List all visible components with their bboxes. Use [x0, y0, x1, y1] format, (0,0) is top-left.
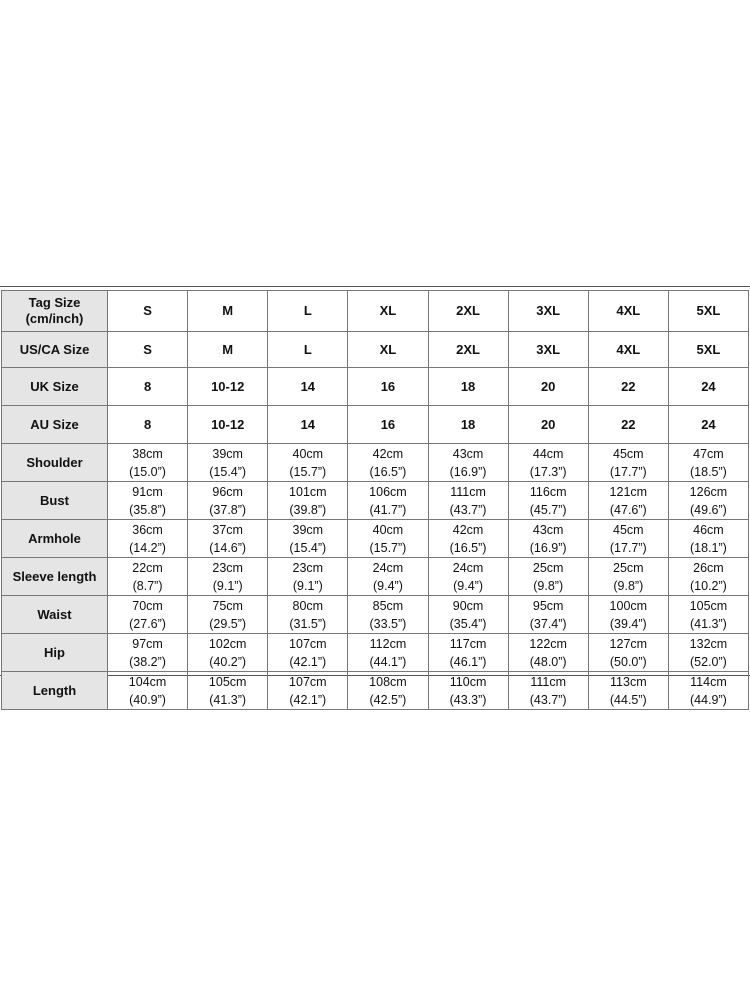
measurement-label: Shoulder — [1, 444, 108, 482]
inch-value: (40.9”) — [129, 692, 166, 707]
measurement-label: Length — [1, 672, 108, 710]
inch-value: (17.7”) — [609, 540, 647, 555]
measurement-cell — [429, 520, 509, 558]
inch-value: (43.3”) — [449, 692, 487, 707]
inch-value: (40.2”) — [209, 654, 247, 669]
size-cell: 2XL — [429, 290, 509, 332]
cm-value: 85cm — [372, 598, 404, 613]
measurement-row — [1, 634, 749, 672]
size-row — [1, 368, 749, 406]
measurement-cell — [108, 444, 188, 482]
size-cell: 2XL — [429, 332, 509, 368]
cm-value: 39cm — [292, 522, 324, 537]
inch-value: (16.9”) — [529, 540, 567, 555]
size-cell: 16 — [348, 368, 428, 406]
size-chart — [0, 286, 750, 707]
measurement-label: Bust — [1, 482, 108, 520]
measurement-cell — [509, 444, 589, 482]
inch-value: (37.4”) — [529, 616, 567, 631]
inch-value: (9.4”) — [453, 578, 483, 593]
inch-value: (14.2”) — [129, 540, 166, 555]
measurement-cell — [669, 482, 749, 520]
row-label-text: UK Size — [30, 378, 79, 394]
measurement-label: Sleeve length — [1, 558, 108, 596]
inch-value: (16.5”) — [449, 540, 487, 555]
measurement-cell — [268, 596, 348, 634]
size-cell: 14 — [268, 406, 348, 444]
inch-value: (43.7”) — [529, 692, 567, 707]
cm-value: 40cm — [372, 522, 404, 537]
row-label-text: AU Size — [30, 416, 79, 432]
size-cell: 8 — [108, 368, 188, 406]
measurement-cell — [589, 520, 669, 558]
measurement-row — [1, 520, 749, 558]
size-cell: 4XL — [589, 332, 669, 368]
measurement-cell — [348, 672, 428, 710]
inch-value: (16.5”) — [369, 464, 407, 479]
measurement-cell — [589, 634, 669, 672]
measurement-cell — [348, 444, 428, 482]
inch-value: (44.5”) — [609, 692, 647, 707]
inch-value: (42.5”) — [369, 692, 407, 707]
row-label — [1, 368, 108, 406]
inch-value: (35.4”) — [449, 616, 487, 631]
measurement-cell — [348, 520, 428, 558]
cm-value: 39cm — [212, 446, 243, 461]
measurement-cell — [108, 596, 188, 634]
measurement-cell — [348, 482, 428, 520]
cm-value: 40cm — [292, 446, 324, 461]
cm-value: 22cm — [132, 560, 163, 575]
inch-value: (10.2”) — [690, 578, 727, 593]
size-cell: 8 — [108, 406, 188, 444]
size-cell: 5XL — [669, 290, 749, 332]
size-cell: L — [268, 332, 348, 368]
measurement-cell — [108, 634, 188, 672]
cm-value: 25cm — [613, 560, 644, 575]
inch-value: (39.4”) — [609, 616, 647, 631]
inch-value: (41.3”) — [209, 692, 247, 707]
inch-value: (42.1”) — [289, 654, 327, 669]
cm-value: 112cm — [369, 636, 407, 651]
measurement-cell — [108, 558, 188, 596]
inch-value: (15.0”) — [129, 464, 166, 479]
inch-value: (14.6”) — [209, 540, 247, 555]
inch-value: (9.1”) — [212, 578, 243, 593]
cm-value: 25cm — [532, 560, 564, 575]
inch-value: (18.5”) — [690, 464, 727, 479]
cm-value: 122cm — [529, 636, 567, 651]
measurement-cell — [188, 444, 268, 482]
cm-value: 102cm — [208, 636, 247, 651]
cm-value: 114cm — [690, 674, 727, 689]
measurement-label: Hip — [1, 634, 108, 672]
inch-value: (16.9”) — [449, 464, 487, 479]
inch-value: (43.7”) — [449, 502, 487, 517]
inch-value: (47.6”) — [609, 502, 647, 517]
inch-value: (41.3”) — [690, 616, 727, 631]
measurement-cell — [268, 444, 348, 482]
row-label — [1, 290, 108, 332]
size-cell: S — [108, 332, 188, 368]
cm-value: 116cm — [529, 484, 567, 499]
size-cell: L — [268, 290, 348, 332]
measurement-cell — [589, 672, 669, 710]
size-cell: 22 — [589, 406, 669, 444]
cm-value: 37cm — [212, 522, 243, 537]
cm-value: 111cm — [530, 674, 567, 689]
measurement-cell — [509, 596, 589, 634]
size-cell: M — [188, 290, 268, 332]
measurement-cell — [348, 596, 428, 634]
inch-value: (37.8”) — [209, 502, 247, 517]
measurement-cell — [429, 634, 509, 672]
cm-value: 23cm — [212, 560, 243, 575]
size-cell: 20 — [509, 368, 589, 406]
measurement-cell — [268, 672, 348, 710]
measurement-cell — [188, 596, 268, 634]
row-label-text: Tag Size — [28, 295, 81, 310]
measurement-cell — [509, 558, 589, 596]
inch-value: (41.7”) — [369, 502, 407, 517]
cm-value: 36cm — [132, 522, 163, 537]
cm-value: 80cm — [292, 598, 324, 613]
size-cell: 3XL — [509, 332, 589, 368]
measurement-cell — [429, 596, 509, 634]
inch-value: (18.1”) — [690, 540, 727, 555]
cm-value: 96cm — [212, 484, 243, 499]
inch-value: (8.7”) — [132, 578, 163, 593]
measurement-cell — [108, 520, 188, 558]
size-table — [1, 290, 749, 710]
size-cell: 18 — [429, 368, 509, 406]
measurement-row — [1, 596, 749, 634]
size-cell: 20 — [509, 406, 589, 444]
size-cell: 22 — [589, 368, 669, 406]
measurement-row — [1, 672, 749, 710]
cm-value: 121cm — [609, 484, 648, 499]
measurement-cell — [669, 444, 749, 482]
cm-value: 132cm — [689, 636, 728, 651]
inch-value: (45.7”) — [529, 502, 567, 517]
row-label — [1, 406, 108, 444]
inch-value: (46.1”) — [449, 654, 487, 669]
cm-value: 100cm — [609, 598, 648, 613]
inch-value: (48.0”) — [529, 654, 567, 669]
cm-value: 45cm — [613, 446, 644, 461]
size-cell: 5XL — [669, 332, 749, 368]
measurement-cell — [108, 482, 188, 520]
measurement-cell — [669, 558, 749, 596]
inch-value: (44.1”) — [369, 654, 407, 669]
inch-value: (9.8”) — [533, 578, 564, 593]
measurement-label: Waist — [1, 596, 108, 634]
inch-value: (50.0”) — [609, 654, 647, 669]
inch-value: (9.1”) — [292, 578, 323, 593]
cm-value: 91cm — [132, 484, 163, 499]
cm-value: 47cm — [693, 446, 724, 461]
size-cell: 4XL — [589, 290, 669, 332]
size-cell: 18 — [429, 406, 509, 444]
measurement-row — [1, 444, 749, 482]
measurement-cell — [188, 672, 268, 710]
cm-value: 43cm — [452, 446, 484, 461]
cm-value: 106cm — [369, 484, 407, 499]
measurement-cell — [509, 634, 589, 672]
measurement-label: Armhole — [1, 520, 108, 558]
inch-value: (17.3”) — [529, 464, 567, 479]
cm-value: 45cm — [613, 522, 644, 537]
inch-value: (9.4”) — [373, 578, 403, 593]
size-row — [1, 406, 749, 444]
measurement-cell — [669, 672, 749, 710]
measurement-cell — [669, 634, 749, 672]
size-row — [1, 290, 749, 332]
cm-value: 101cm — [289, 484, 327, 499]
size-cell: 24 — [669, 406, 749, 444]
inch-value: (52.0”) — [690, 654, 727, 669]
cm-value: 113cm — [610, 674, 647, 689]
measurement-cell — [429, 482, 509, 520]
cm-value: 107cm — [289, 674, 327, 689]
measurement-cell — [429, 558, 509, 596]
cm-value: 90cm — [452, 598, 484, 613]
inch-value: (15.7”) — [289, 464, 327, 479]
cm-value: 104cm — [128, 674, 167, 689]
measurement-cell — [669, 520, 749, 558]
size-cell: 14 — [268, 368, 348, 406]
row-label — [1, 332, 108, 368]
measurement-cell — [589, 596, 669, 634]
measurement-cell — [188, 520, 268, 558]
cm-value: 126cm — [689, 484, 728, 499]
inch-value: (15.4”) — [289, 540, 327, 555]
size-cell: 16 — [348, 406, 428, 444]
inch-value: (35.8”) — [129, 502, 166, 517]
cm-value: 107cm — [289, 636, 327, 651]
inch-value: (9.8”) — [613, 578, 644, 593]
size-cell: S — [108, 290, 188, 332]
size-cell: 10-12 — [188, 406, 268, 444]
cm-value: 44cm — [532, 446, 564, 461]
measurement-cell — [268, 482, 348, 520]
measurement-cell — [429, 672, 509, 710]
cm-value: 95cm — [532, 598, 564, 613]
inch-value: (15.7”) — [369, 540, 407, 555]
inch-value: (29.5”) — [209, 616, 247, 631]
measurement-cell — [348, 634, 428, 672]
measurement-row — [1, 482, 749, 520]
cm-value: 70cm — [132, 598, 163, 613]
cm-value: 43cm — [532, 522, 564, 537]
cm-value: 117cm — [449, 636, 487, 651]
cm-value: 38cm — [132, 446, 163, 461]
row-label-subtext: (cm/inch) — [25, 311, 84, 326]
size-cell: M — [188, 332, 268, 368]
cm-value: 24cm — [452, 560, 484, 575]
measurement-cell — [188, 558, 268, 596]
cm-value: 26cm — [693, 560, 724, 575]
measurement-row — [1, 558, 749, 596]
size-row — [1, 332, 749, 368]
cm-value: 42cm — [452, 522, 484, 537]
measurement-cell — [589, 444, 669, 482]
measurement-cell — [348, 558, 428, 596]
measurement-cell — [268, 520, 348, 558]
inch-value: (38.2”) — [129, 654, 166, 669]
cm-value: 105cm — [689, 598, 728, 613]
measurement-cell — [188, 482, 268, 520]
inch-value: (27.6”) — [129, 616, 166, 631]
cm-value: 75cm — [212, 598, 243, 613]
cm-value: 111cm — [450, 484, 486, 499]
cm-value: 110cm — [449, 674, 487, 689]
measurement-cell — [268, 558, 348, 596]
cm-value: 23cm — [292, 560, 324, 575]
row-label-text: US/CA Size — [19, 341, 90, 357]
size-cell: XL — [348, 290, 428, 332]
cm-value: 46cm — [693, 522, 724, 537]
measurement-cell — [669, 596, 749, 634]
measurement-cell — [188, 634, 268, 672]
cm-value: 97cm — [132, 636, 163, 651]
cm-value: 105cm — [208, 674, 247, 689]
cm-value: 42cm — [372, 446, 404, 461]
inch-value: (15.4”) — [209, 464, 247, 479]
cm-value: 108cm — [369, 674, 407, 689]
measurement-cell — [108, 672, 188, 710]
size-cell: 10-12 — [188, 368, 268, 406]
measurement-cell — [589, 482, 669, 520]
measurement-cell — [268, 634, 348, 672]
inch-value: (31.5”) — [289, 616, 327, 631]
inch-value: (33.5”) — [369, 616, 407, 631]
measurement-cell — [509, 520, 589, 558]
inch-value: (44.9”) — [690, 692, 727, 707]
size-cell: 3XL — [509, 290, 589, 332]
measurement-cell — [429, 444, 509, 482]
inch-value: (49.6”) — [690, 502, 727, 517]
size-cell: 24 — [669, 368, 749, 406]
size-cell: XL — [348, 332, 428, 368]
measurement-cell — [509, 672, 589, 710]
measurement-cell — [509, 482, 589, 520]
size-table-body — [1, 290, 749, 710]
cm-value: 127cm — [609, 636, 648, 651]
inch-value: (42.1”) — [289, 692, 327, 707]
inch-value: (17.7”) — [609, 464, 647, 479]
measurement-cell — [589, 558, 669, 596]
inch-value: (39.8”) — [289, 502, 327, 517]
cm-value: 24cm — [372, 560, 404, 575]
